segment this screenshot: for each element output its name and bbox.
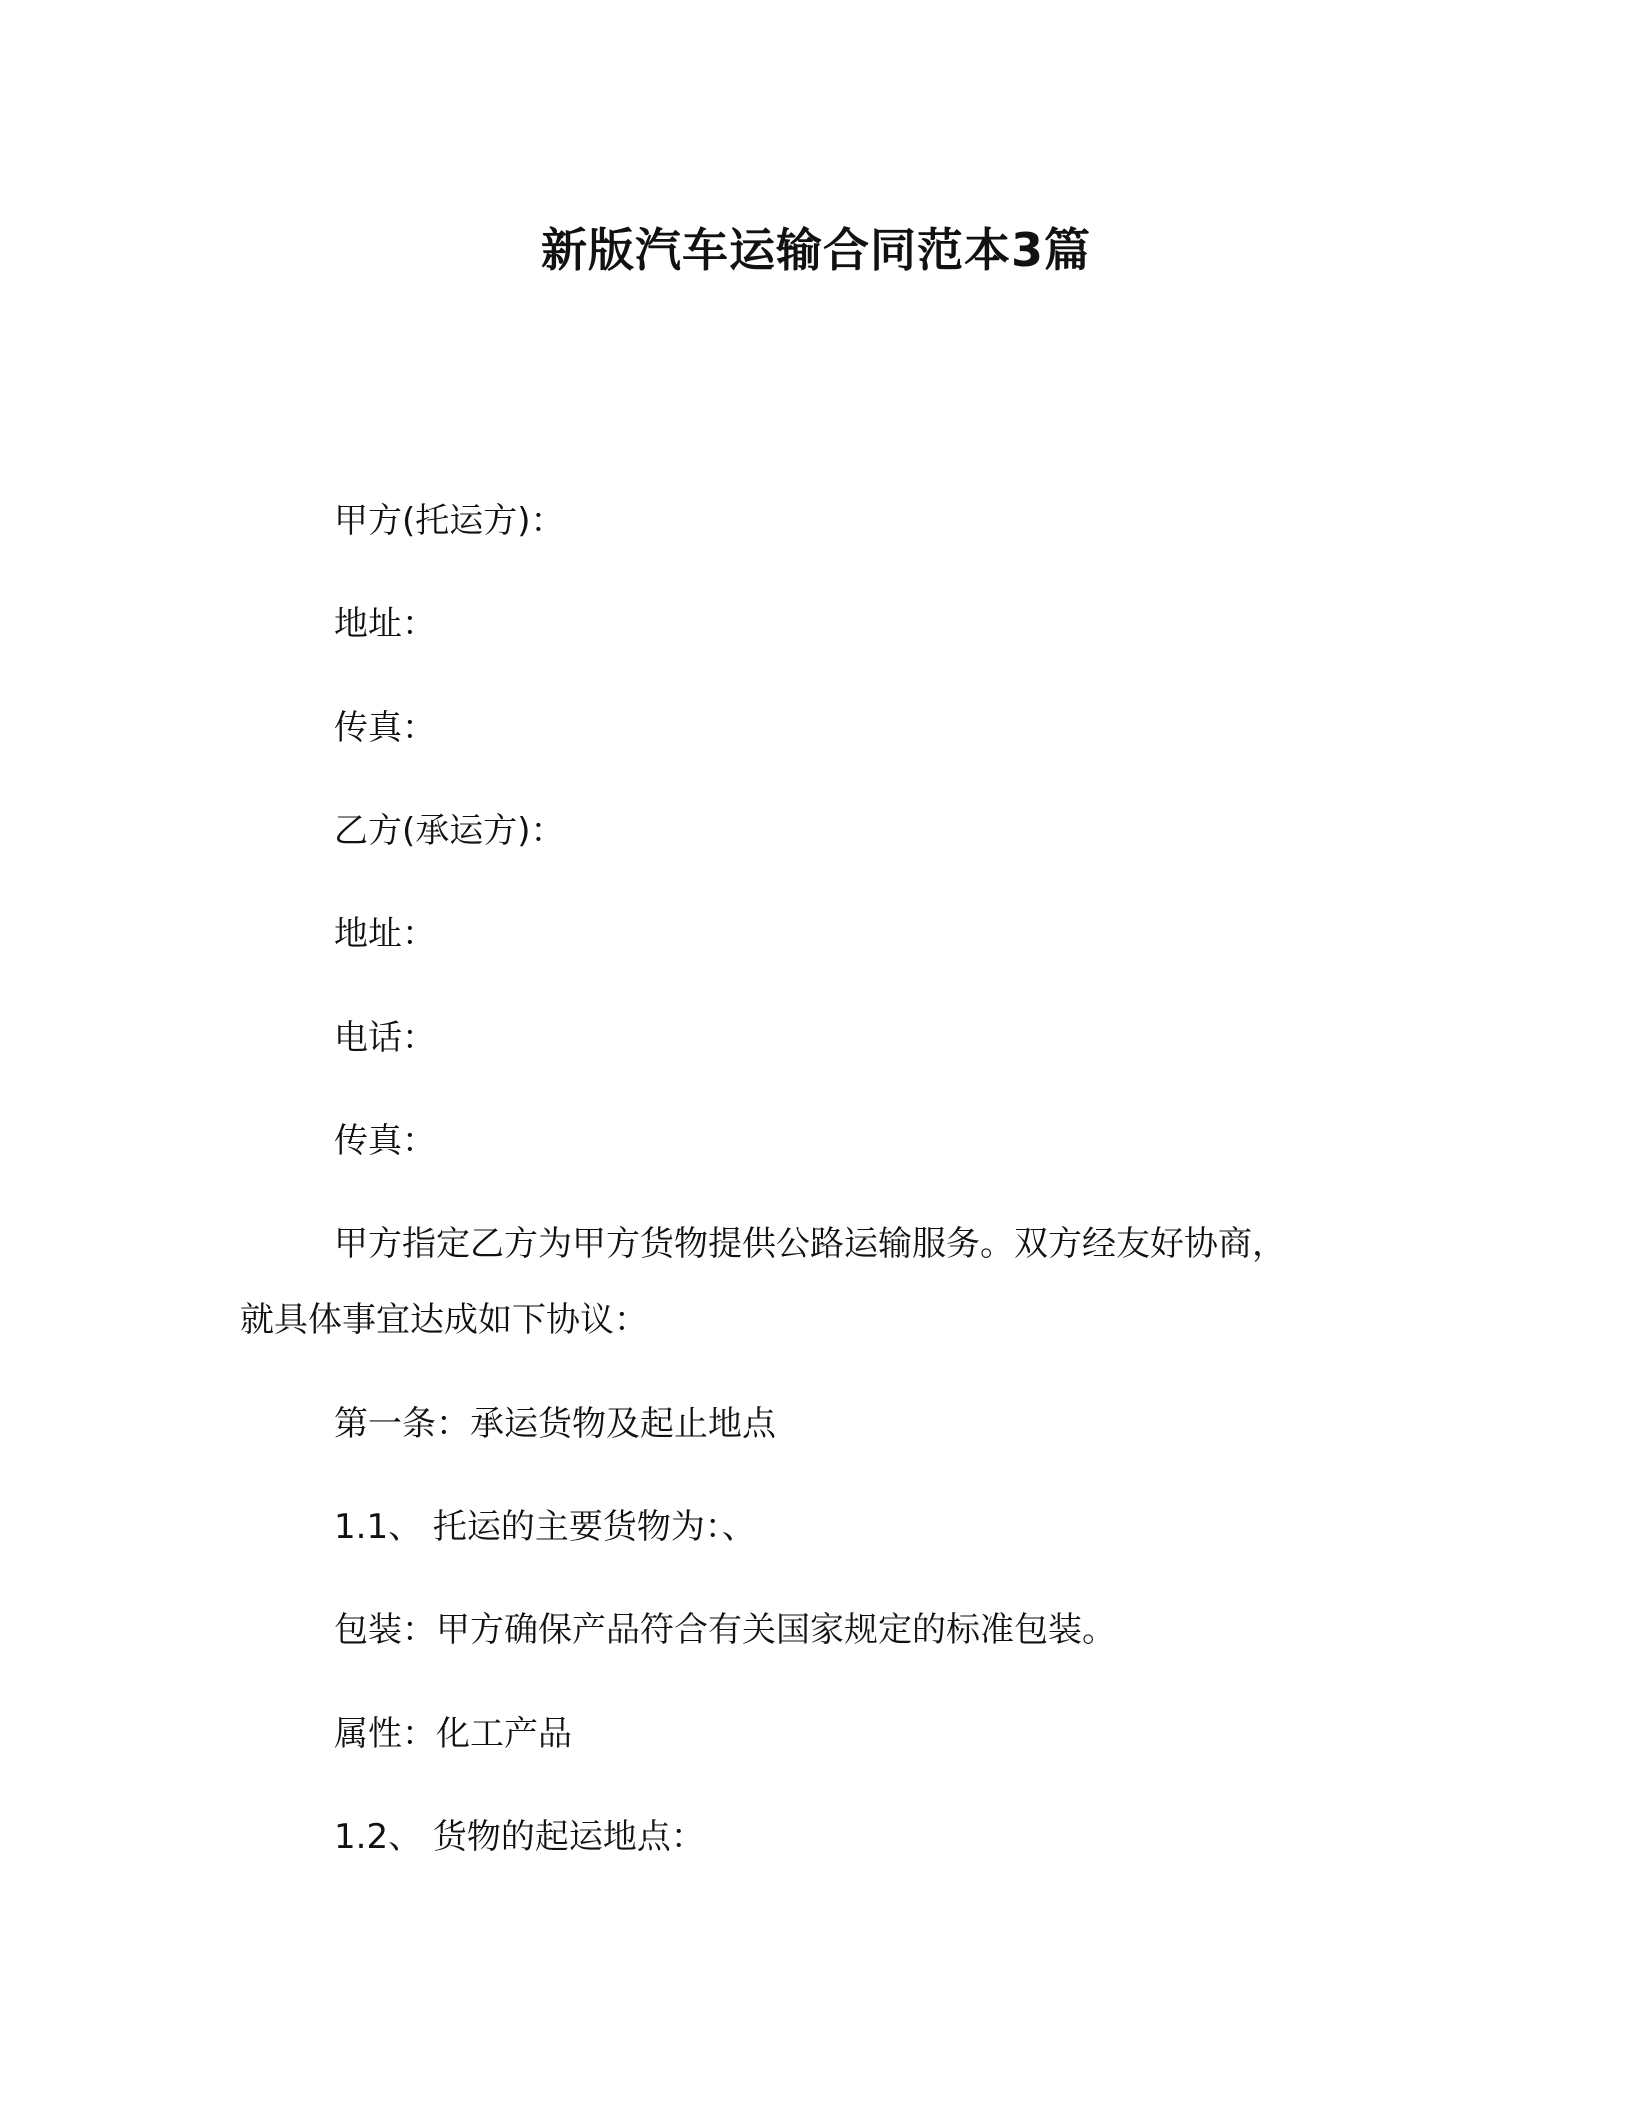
party-b-fax: 传真： [334,1121,436,1161]
party-a-fax: 传真： [334,708,436,748]
party-a-label: 甲方(托运方)： [334,501,565,541]
party-b-address: 地址： [334,914,436,954]
intro-line-2: 就具体事宜达成如下协议： [240,1300,648,1340]
intro-line-1: 甲方指定乙方为甲方货物提供公路运输服务。双方经友好协商， [334,1224,1286,1264]
document-title: 新版汽车运输合同范本3篇 [540,223,1091,277]
article-1-heading: 第一条：承运货物及起止地点 [334,1404,776,1444]
article-1-attribute: 属性：化工产品 [334,1714,572,1754]
intro-paragraph [240,1219,1390,1345]
party-b-label: 乙方(承运方)： [334,811,565,851]
party-b-phone: 电话： [334,1018,436,1058]
article-1-item-1-2: 1.2、 货物的起运地点： [334,1817,705,1857]
article-1-packaging: 包装：甲方确保产品符合有关国家规定的标准包装。 [334,1610,1116,1650]
party-a-address: 地址： [334,604,436,644]
article-1-item-1-1: 1.1、 托运的主要货物为：、 [334,1507,756,1547]
